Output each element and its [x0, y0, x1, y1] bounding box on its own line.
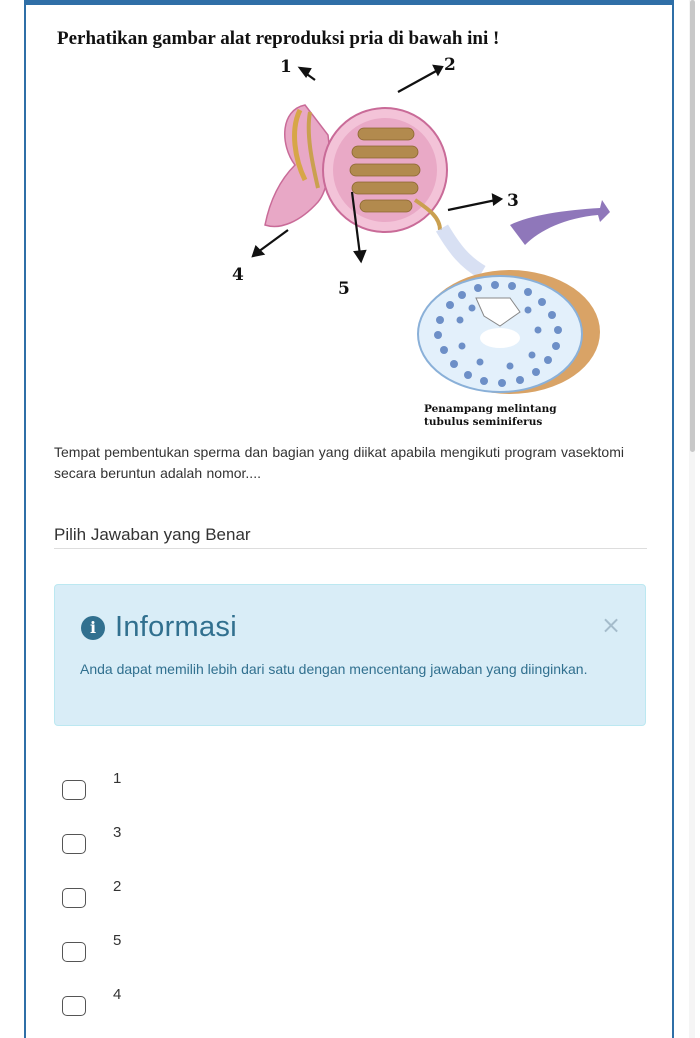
- checkbox[interactable]: [62, 780, 86, 800]
- info-alert-body: Anda dapat memilih lebih dari satu dengan mencentang jawaban yang diinginkan.: [80, 661, 588, 677]
- info-circle-icon: i: [81, 616, 105, 640]
- checkbox[interactable]: [62, 942, 86, 962]
- answer-option-label: 1: [113, 770, 122, 787]
- info-alert-header: [81, 611, 237, 644]
- answer-option-label: 2: [113, 878, 122, 895]
- answer-option[interactable]: [62, 768, 362, 808]
- checkbox[interactable]: [62, 888, 86, 908]
- answer-option[interactable]: [62, 876, 362, 916]
- figure-caption-line1: Penampang melintang: [424, 403, 557, 415]
- divider: [54, 548, 647, 549]
- answer-option-label: 3: [113, 824, 122, 841]
- question-title: Perhatikan gambar alat reproduksi pria di bawah ini !: [57, 28, 500, 49]
- answer-option-label: 4: [113, 986, 122, 1003]
- info-alert: [54, 584, 646, 726]
- answer-heading: Pilih Jawaban yang Benar: [54, 525, 251, 544]
- close-icon[interactable]: ×: [601, 611, 622, 639]
- figure-label-1: 1: [280, 57, 292, 77]
- answer-option[interactable]: [62, 984, 362, 1024]
- question-text: Tempat pembentukan sperma dan bagian yang diikat apabila mengikuti program vasektomi secara beruntun adalah nomor....: [54, 444, 624, 481]
- figure-label-5: 5: [338, 279, 350, 299]
- answer-option[interactable]: [62, 822, 362, 862]
- checkbox[interactable]: [62, 996, 86, 1016]
- answer-option-label: 5: [113, 932, 122, 949]
- scrollbar-thumb[interactable]: [690, 0, 695, 452]
- info-alert-title: Informasi: [115, 611, 237, 643]
- testis-diagram: [210, 50, 620, 430]
- figure-label-4: 4: [232, 265, 244, 285]
- card-right-border: [672, 0, 674, 1038]
- card-left-border: [24, 0, 26, 1038]
- figure-caption-line2: tubulus seminiferus: [424, 416, 543, 428]
- card-top-border: [24, 0, 674, 5]
- checkbox[interactable]: [62, 834, 86, 854]
- figure-label-3: 3: [507, 191, 519, 211]
- figure-label-2: 2: [444, 55, 456, 75]
- answer-option[interactable]: [62, 930, 362, 970]
